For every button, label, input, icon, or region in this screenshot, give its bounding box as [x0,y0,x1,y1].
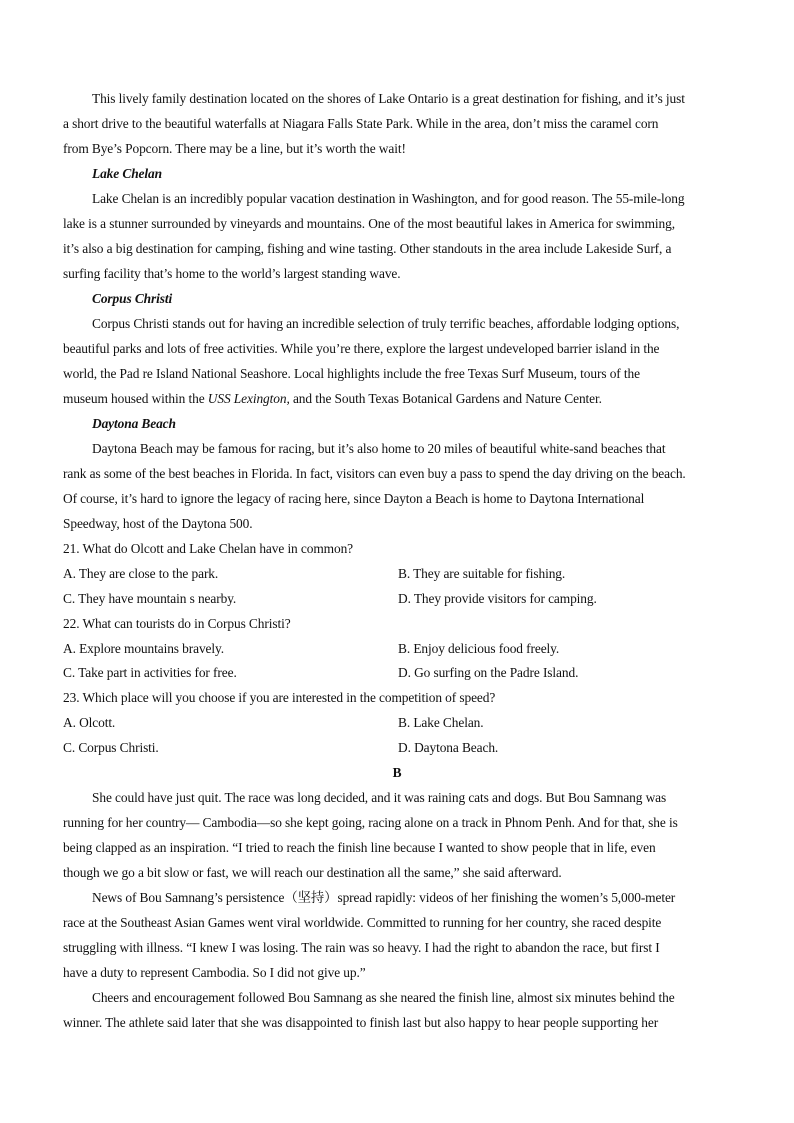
section-heading-corpus-christi: Corpus Christi [92,291,173,306]
passage-line: This lively family destination located on the shores of Lake Ontario is a great destination for fishing, and it’s just [92,91,685,106]
option-23-c: C. Corpus Christi. [63,740,159,755]
passage-line: though we go a bit slow or fast, we will reach our destination all the same,” she said afterward. [63,865,562,880]
passage-line: Corpus Christi stands out for having an incredible selection of truly terrific beaches, affordable lodging options, [92,316,680,331]
question-22-stem: 22. What can tourists do in Corpus Christi? [63,616,291,631]
passage-text: and the South Texas Botanical Gardens and Nature Center. [289,391,602,406]
option-23-d: D. Daytona Beach. [398,740,499,755]
passage-line: beautiful parks and lots of free activities. While you’re there, explore the largest undeveloped barrier island in the [63,341,660,356]
passage-line: surfing facility that’s home to the world’s largest standing wave. [63,266,401,281]
option-22-b: B. Enjoy delicious food freely. [398,641,560,656]
section-heading-daytona-beach: Daytona Beach [92,416,176,431]
passage-line: Of course, it’s hard to ignore the legacy of racing here, since Dayton a Beach is home to Daytona International [63,491,645,506]
question-23-stem: 23. Which place will you choose if you are interested in the competition of speed? [63,690,496,705]
passage-line: race at the Southeast Asian Games went viral worldwide. Committed to running for her country, she raced despite [63,915,662,930]
section-heading-lake-chelan: Lake Chelan [92,166,162,181]
passage-line: Cheers and encouragement followed Bou Samnang as she neared the finish line, almost six minutes behind the [92,990,675,1005]
question-21-stem: 21. What do Olcott and Lake Chelan have in common? [63,541,354,556]
passage-line: rank as some of the best beaches in Florida. In fact, visitors can even buy a pass to spend the day driving on the beach. [63,466,686,481]
option-22-a: A. Explore mountains bravely. [63,641,224,656]
passage-line: Daytona Beach may be famous for racing, but it’s also home to 20 miles of beautiful white-sand beaches that [92,441,666,456]
ship-name-italic: USS Lexington, [207,391,290,406]
option-22-c: C. Take part in activities for free. [63,665,237,680]
option-22-d: D. Go surfing on the Padre Island. [398,665,579,680]
passage-text: museum housed within the [63,391,208,406]
passage-line: have a duty to represent Cambodia. So I did not give up.” [63,965,366,980]
passage-line: winner. The athlete said later that she was disappointed to finish last but also happy to hear people supporting her [63,1015,659,1030]
passage-line: being clapped as an inspiration. “I tried to reach the finish line because I wanted to show people that in life, even [63,840,656,855]
passage-line: lake is a stunner surrounded by vineyards and mountains. One of the most beautiful lakes in America for swimming, [63,216,675,231]
passage-line [63,390,602,408]
section-b-title: B [392,765,402,780]
option-23-b: B. Lake Chelan. [398,715,484,730]
passage-line: Speedway, host of the Daytona 500. [63,516,253,531]
option-21-a: A. They are close to the park. [63,566,219,581]
passage-line: world, the Pad re Island National Seashore. Local highlights include the free Texas Surf Museum, tours of the [63,366,640,381]
passage-line: News of Bou Samnang’s persistence（坚持）spread rapidly: videos of her finishing the women’s 5,000-meter [92,890,676,905]
option-21-d: D. They provide visitors for camping. [398,591,597,606]
passage-line: a short drive to the beautiful waterfalls at Niagara Falls State Park. While in the area, don’t miss the caramel corn [63,116,659,131]
passage-line: running for her country— Cambodia—so she kept going, racing alone on a track in Phnom Penh. And for that, she is [63,815,678,830]
passage-line: She could have just quit. The race was long decided, and it was raining cats and dogs. But Bou Samnang was [92,790,667,805]
option-21-b: B. They are suitable for fishing. [398,566,566,581]
passage-line: from Bye’s Popcorn. There may be a line, but it’s worth the wait! [63,141,406,156]
option-21-c: C. They have mountain s nearby. [63,591,237,606]
passage-line: it’s also a big destination for camping, fishing and wine tasting. Other standouts in the area include Lakeside Surf, a [63,241,672,256]
option-23-a: A. Olcott. [63,715,116,730]
passage-line: Lake Chelan is an incredibly popular vacation destination in Washington, and for good reason. The 55-mile-long [92,191,685,206]
passage-line: struggling with illness. “I knew I was losing. The rain was so heavy. I had the right to abandon the race, but first I [63,940,660,955]
